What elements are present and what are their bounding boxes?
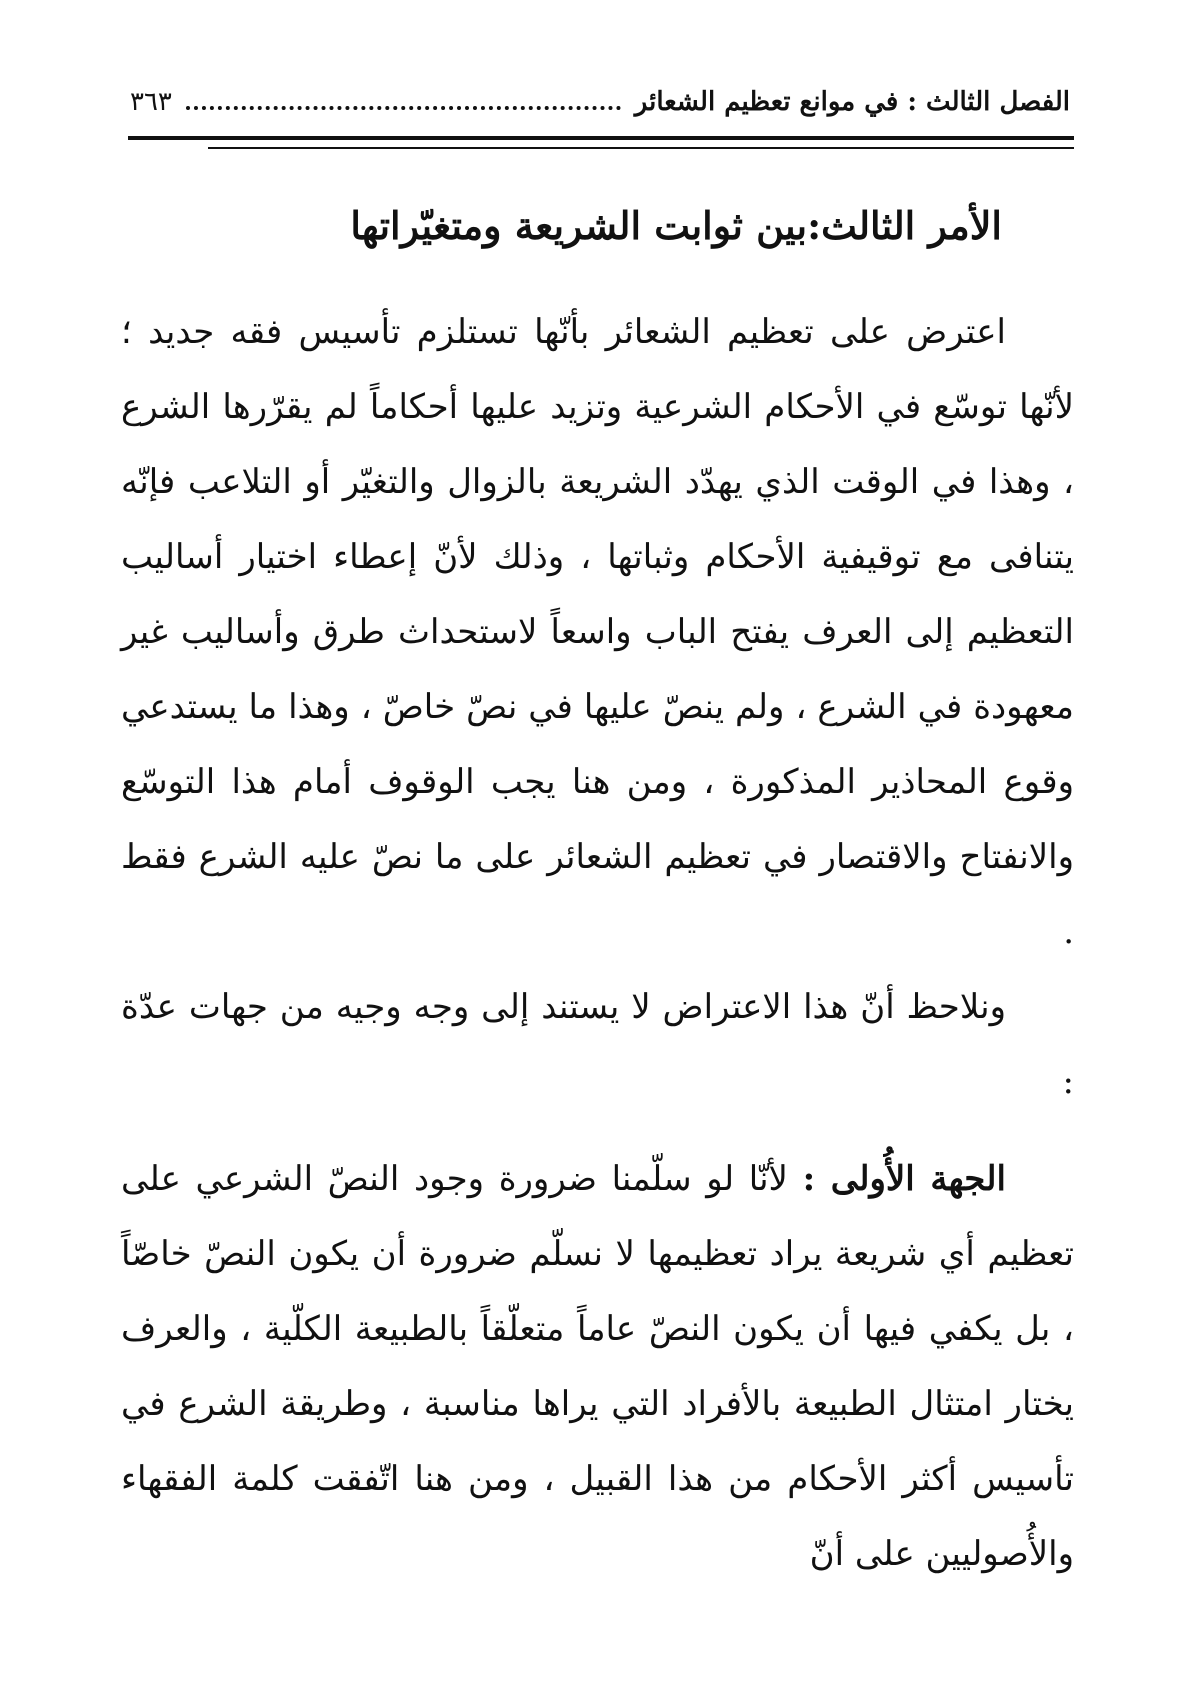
first-aspect-label: الجهة الأُولى : — [802, 1159, 1006, 1199]
paragraph-first-aspect — [121, 1142, 1074, 1592]
first-aspect-text: لأنّا لو سلّمنا ضرورة وجود النصّ الشرعي على تعظيم أي شريعة يراد تعظيمها لا نسلّم ضرورة أن يكون النصّ خاصّاً ، بل يكفي فيها أن يكون النصّ عاماً متعلّقاً بالطبيعة الكلّية ، والعرف يختار امتثال الطبيعة بالأفراد التي يراها مناسبة ، وطريقة الشرع في تأسيس أكثر الأحكام من هذا القبيل ، ومن هنا اتّفقت كلمة الفقهاء والأُصوليين على أنّ — [121, 1159, 1074, 1574]
dot-leader — [186, 106, 621, 110]
body-text — [121, 295, 1074, 1592]
section-title-lead: الأمر الثالث: — [807, 203, 1002, 248]
paragraph-objection: اعترض على تعظيم الشعائر بأنّها تستلزم تأسيس فقه جديد ؛ لأنّها توسّع في الأحكام الشرعية وتزيد عليها أحكاماً لم يقرّرها الشرع ، وهذا في الوقت الذي يهدّد الشريعة بالزوال والتغيّر أو التلاعب فإنّه يتنافى مع توقيفية الأحكام وثباتها ، وذلك لأنّ إعطاء اختيار أساليب التعظيم إلى العرف يفتح الباب واسعاً لاستحداث طرق وأساليب غير معهودة في الشرع ، ولم ينصّ عليها في نصّ خاصّ ، وهذا ما يستدعي وقوع المحاذير المذكورة ، ومن هنا يجب الوقوف أمام هذا التوسّع والانفتاح والاقتصار في تعظيم الشعائر على ما نصّ عليه الشرع فقط . — [121, 312, 1074, 952]
chapter-title: الفصل الثالث : في موانع تعظيم الشعائر — [634, 87, 1070, 117]
section-title — [350, 196, 1002, 256]
section-title-text: بين ثوابت الشريعة ومتغيّراتها — [350, 203, 808, 248]
running-header — [130, 76, 1070, 128]
header-rule-thin — [208, 147, 1074, 149]
paragraph-response-intro: ونلاحظ أنّ هذا الاعتراض لا يستند إلى وجه وجيه من جهات عدّة : — [121, 987, 1074, 1102]
page-number: ٣٦٣ — [130, 87, 172, 117]
header-rule-thick — [128, 136, 1074, 140]
